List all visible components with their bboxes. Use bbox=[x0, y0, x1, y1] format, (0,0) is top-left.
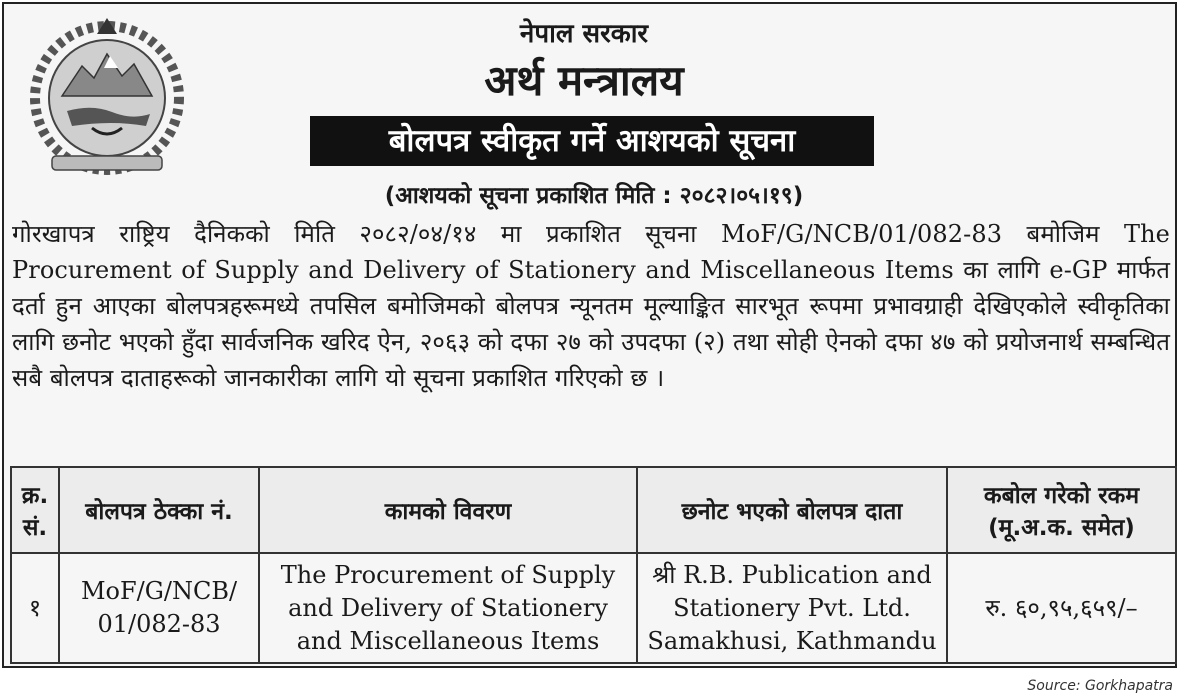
source-credit: Source: Gorkhapatra bbox=[1027, 678, 1173, 694]
table-header-row bbox=[11, 467, 1176, 553]
table-row bbox=[11, 553, 1176, 663]
nepal-emblem-icon bbox=[22, 16, 192, 176]
col-header-contract-no: बोलपत्र ठेक्का नं. bbox=[59, 467, 259, 553]
notice-frame bbox=[2, 2, 1177, 668]
government-name: नेपाल सरकार bbox=[519, 19, 649, 49]
cell-contract-no: MoF/G/NCB/ 01/082-83 bbox=[59, 553, 259, 663]
cell-sn: १ bbox=[11, 553, 59, 663]
cell-amount: रु. ६०,९५,६५९/– bbox=[947, 553, 1176, 663]
col-header-description: कामको विवरण bbox=[259, 467, 637, 553]
notice-paragraph: गोरखापत्र राष्ट्रिय दैनिकको मिति २०८२/०४/१४ मा प्रकाशित सूचना MoF/G/NCB/01/082-83 बमोजिम The Procurement of Supply and Delivery of Stationery and Miscellaneous Items का लागि e-GP मार्फत दर्ता हुन आएका बोलपत्रहरूमध्ये तपसिल बमोजिमको बोलपत्र न्यूनतम मूल्याङ्कित सारभूत रूपमा प्रभावग्राही देखिएकोले स्वीकृतिका लागि छनोट भएको हुँदा सार्वजनिक खरिद ऐन, २०६३ को दफा २७ को उपदफा (२) तथा सोही ऐनको दफा ४७ को प्रयोजनार्थ सम्बन्धित सबै बोलपत्र दाताहरूको जानकारीका लागि यो सूचना प्रकाशित गरिएको छ । bbox=[12, 220, 1171, 392]
cell-description: The Procurement of Supply and Delivery of Stationery and Miscellaneous Items bbox=[259, 553, 637, 663]
col-header-amount: कबोल गरेको रकम (मू.अ.क. समेत) bbox=[947, 467, 1176, 553]
award-table bbox=[10, 466, 1177, 664]
cell-bidder: श्री R.B. Publication and Stationery Pvt. Ltd. Samakhusi, Kathmandu bbox=[637, 553, 947, 663]
ministry-name: अर्थ मन्त्रालय bbox=[484, 56, 684, 105]
col-header-sn: क्र. सं. bbox=[11, 467, 59, 553]
col-header-bidder: छनोट भएको बोलपत्र दाता bbox=[637, 467, 947, 553]
publish-date: (आशयको सूचना प्रकाशित मिति : २०८२।०५।१९) bbox=[384, 183, 804, 209]
notice-title-banner: बोलपत्र स्वीकृत गर्ने आशयको सूचना bbox=[310, 116, 874, 166]
